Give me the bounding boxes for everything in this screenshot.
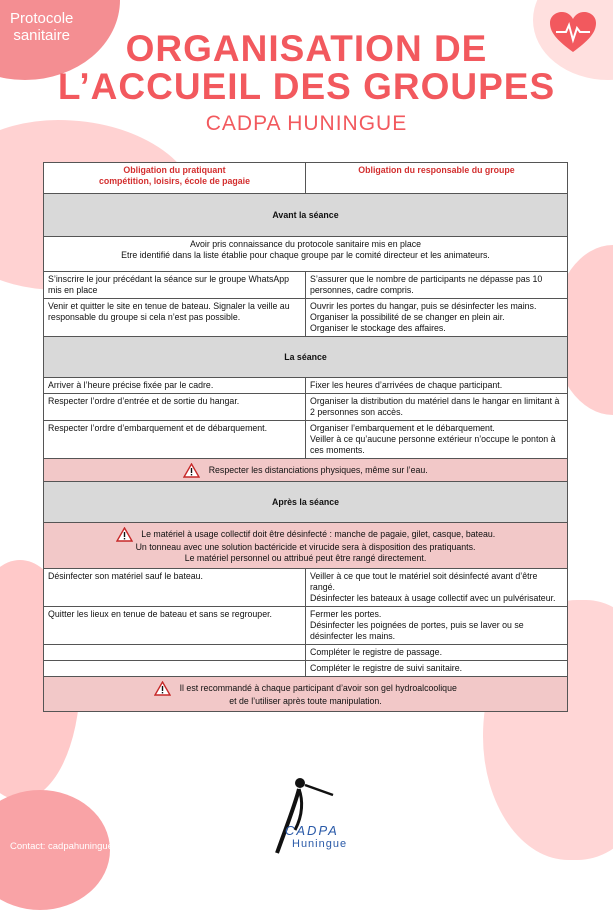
table-row bbox=[44, 299, 568, 337]
cell-left: Quitter les lieux en tenue de bateau et sans se regrouper. bbox=[44, 607, 306, 645]
cell-right: Fixer les heures d’arrivées de chaque participant. bbox=[306, 378, 568, 394]
page-title-line2: L’ACCUEIL DES GROUPES bbox=[57, 66, 556, 107]
table-row bbox=[44, 607, 568, 645]
table-row bbox=[44, 378, 568, 394]
table-row bbox=[44, 661, 568, 677]
cell-left: S’inscrire le jour précédant la séance sur le groupe WhatsApp mis en place bbox=[44, 272, 306, 299]
table-row bbox=[44, 569, 568, 607]
section-apres: Après la séance bbox=[44, 482, 568, 523]
contact-email: Contact: cadpahuningue@gmail.com bbox=[10, 841, 166, 852]
table-row bbox=[44, 237, 568, 272]
table-row bbox=[44, 272, 568, 299]
cell-left: Respecter l’ordre d’entrée et de sortie du hangar. bbox=[44, 394, 306, 421]
warning-row: Le matériel à usage collectif doit être désinfecté : manche de pagaie, gilet, casque, bateau. Un tonneau avec une solution bactéricide et virucide sera à disposition des pratiquants. Le matériel personnel ou attribué peut être rangé directement. bbox=[44, 523, 568, 569]
cell-right: Organiser la distribution du matériel dans le hangar en limitant à 2 personnes son accès. bbox=[306, 394, 568, 421]
table-header-row bbox=[44, 163, 568, 194]
warning-icon bbox=[183, 463, 200, 478]
cell-right: Fermer les portes. Désinfecter les poignées de portes, puis se laver ou se désinfecter les mains. bbox=[306, 607, 568, 645]
cell-right: S’assurer que le nombre de participants ne dépasse pas 10 personnes, cadre compris. bbox=[306, 272, 568, 299]
table-row bbox=[44, 394, 568, 421]
warning-text: Respecter les distanciations physiques, même sur l’eau. bbox=[208, 464, 428, 475]
col1-header: Obligation du pratiquant compétition, loisirs, école de pagaie bbox=[44, 163, 306, 194]
col2-header: Obligation du responsable du groupe bbox=[306, 163, 568, 194]
page-subtitle: CADPA HUNINGUE bbox=[205, 112, 408, 135]
logo-text: CADPA bbox=[285, 823, 339, 838]
cell-left bbox=[44, 645, 306, 661]
protocol-table bbox=[43, 162, 568, 712]
protocole-badge: Protocole sanitaire bbox=[10, 10, 74, 44]
cell-right: Compléter le registre de suivi sanitaire. bbox=[306, 661, 568, 677]
warning-row: Il est recommandé à chaque participant d’avoir son gel hydroalcoolique et de l’utiliser après toute manipulation. bbox=[44, 677, 568, 712]
logo-subtext: Huningue bbox=[292, 838, 348, 850]
cell-left: Arriver à l’heure précise fixée par le cadre. bbox=[44, 378, 306, 394]
section-seance: La séance bbox=[44, 337, 568, 378]
cell-left: Désinfecter son matériel sauf le bateau. bbox=[44, 569, 306, 607]
cell-right: Veiller à ce que tout le matériel soit désinfecté avant d’être rangé. Désinfecter les bateaux à usage collectif avec un pulvérisateur. bbox=[306, 569, 568, 607]
table-row bbox=[44, 645, 568, 661]
warning-icon bbox=[154, 681, 171, 696]
warning-icon bbox=[116, 527, 133, 542]
table-row bbox=[44, 421, 568, 459]
page-title: ORGANISATION DE bbox=[125, 28, 488, 69]
cell-left: Venir et quitter le site en tenue de bateau. Signaler la veille au responsable du groupe si cela n’est pas possible. bbox=[44, 299, 306, 337]
cell-right: Ouvrir les portes du hangar, puis se désinfecter les mains. Organiser la possibilité de se changer en plein air. Organiser le stockage des affaires. bbox=[306, 299, 568, 337]
shared-requirement: Avoir pris connaissance du protocole sanitaire mis en place Etre identifié dans la liste établie pour chaque groupe par le comité directeur et les animateurs. bbox=[44, 237, 568, 272]
cell-right: Organiser l’embarquement et le débarquement. Veiller à ce qu’aucune personne extérieur n’occupe le ponton à ces moments. bbox=[306, 421, 568, 459]
warning-row bbox=[44, 459, 568, 482]
section-avant: Avant la séance bbox=[44, 194, 568, 237]
cell-left bbox=[44, 661, 306, 677]
cell-right: Compléter le registre de passage. bbox=[306, 645, 568, 661]
cell-left: Respecter l’ordre d’embarquement et de débarquement. bbox=[44, 421, 306, 459]
